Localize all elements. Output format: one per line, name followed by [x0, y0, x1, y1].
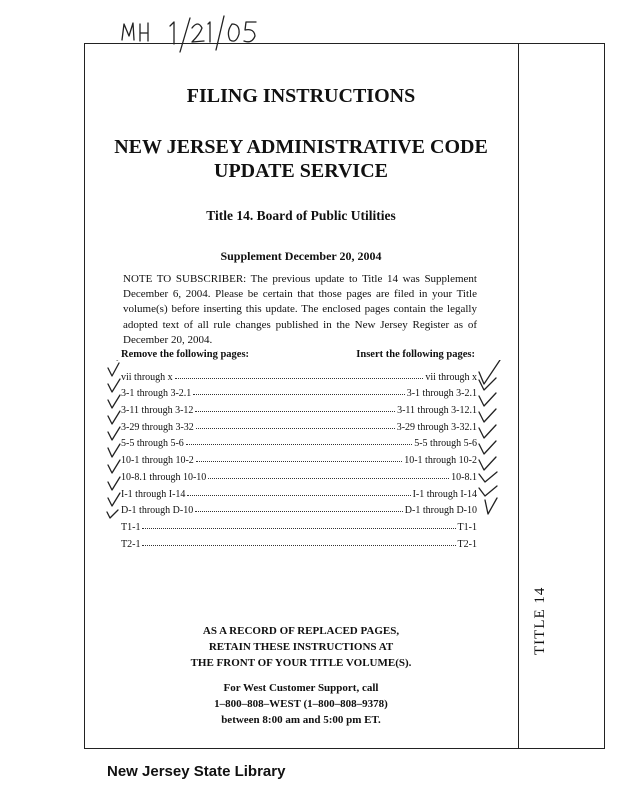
code-heading-line1: NEW JERSEY ADMINISTRATIVE CODE	[114, 136, 488, 158]
retain-line3: THE FRONT OF YOUR TITLE VOLUME(S).	[190, 657, 412, 669]
code-heading	[84, 135, 518, 183]
check-mark-icon	[479, 441, 496, 454]
retain-line1: AS A RECORD OF REPLACED PAGES,	[202, 625, 400, 637]
insert-pages: 3-29 through 3-32.1	[396, 421, 477, 433]
insert-pages: 10-8.1	[451, 471, 477, 483]
leader-dots	[142, 545, 455, 546]
support-line2: 1–800–808–WEST (1–800–808–9378)	[214, 698, 388, 710]
remove-pages: 3-11 through 3-12	[121, 405, 194, 417]
remove-pages: 3-1 through 3-2.1	[121, 388, 192, 400]
check-mark-icon	[108, 363, 119, 376]
remove-pages: 5-5 through 5-6	[121, 438, 184, 450]
retain-notice	[84, 623, 518, 671]
insert-pages: 3-11 through 3-12.1	[397, 405, 477, 417]
insert-pages: 5-5 through 5-6	[414, 438, 477, 450]
library-stamp: New Jersey State Library	[107, 763, 286, 780]
title-tab-label: TITLE 14	[532, 586, 548, 655]
check-mark-icon	[479, 457, 496, 470]
insert-pages: T1-1	[457, 521, 477, 533]
check-mark-icon	[108, 411, 120, 424]
check-mark-icon	[108, 444, 120, 457]
insert-pages: 3-1 through 3-2.1	[406, 388, 477, 400]
support-line3: between 8:00 am and 5:00 pm ET.	[221, 714, 381, 726]
check-mark-icon	[108, 379, 120, 392]
title-subtitle: Title 14. Board of Public Utilities	[206, 208, 396, 223]
insert-pages: T2-1	[457, 538, 477, 550]
check-mark-icon	[479, 486, 497, 496]
tab-divider-line	[518, 43, 519, 749]
handwritten-checkmarks	[105, 360, 505, 520]
remove-pages: T2-1	[121, 538, 141, 550]
check-mark-icon	[479, 425, 496, 438]
insert-pages: D-1 through D-10	[404, 505, 477, 517]
check-mark-icon	[479, 393, 496, 406]
check-mark-icon	[108, 477, 120, 490]
check-mark-icon	[108, 493, 120, 506]
remove-pages: T1-1	[121, 521, 141, 533]
check-mark-icon	[479, 409, 496, 422]
check-mark-icon	[479, 360, 500, 384]
remove-pages: 10-8.1 through 10-10	[121, 471, 207, 483]
leader-dots	[142, 528, 455, 529]
insert-pages: 10-1 through 10-2	[404, 455, 477, 467]
remove-pages: vii through x	[121, 371, 173, 383]
check-mark-icon	[108, 395, 120, 408]
remove-column-header: Remove the following pages:	[121, 349, 250, 360]
insert-pages: I-1 through I-14	[412, 488, 477, 500]
insert-pages: vii through x	[425, 371, 477, 383]
remove-pages: 10-1 through 10-2	[121, 455, 194, 467]
support-notice	[84, 680, 518, 728]
check-mark-icon	[108, 460, 120, 473]
check-mark-icon	[479, 472, 497, 482]
code-heading-line2: UPDATE SERVICE	[214, 160, 388, 182]
check-mark-icon	[485, 498, 497, 514]
supplement-date: Supplement December 20, 2004	[220, 249, 382, 263]
insert-column-header: Insert the following pages:	[356, 349, 475, 360]
support-line1: For West Customer Support, call	[223, 682, 379, 694]
remove-pages: I-1 through I-14	[121, 488, 186, 500]
list-item	[121, 533, 477, 550]
subscriber-note: NOTE TO SUBSCRIBER: The previous update to Title 14 was Supplement December 6, 2004. Please be certain that those pages are filed in your Title volume(s) before inserting this update. The enclosed pages contain the legally adopted text of all rule changes published in the New Jersey Register as of December 20, 2004.	[123, 273, 477, 346]
document-title: FILING INSTRUCTIONS	[186, 85, 416, 107]
retain-line2: RETAIN THESE INSTRUCTIONS AT	[208, 641, 394, 653]
remove-pages: D-1 through D-10	[121, 505, 194, 517]
remove-pages: 3-29 through 3-32	[121, 421, 194, 433]
check-mark-icon	[107, 510, 118, 518]
check-mark-icon	[108, 427, 120, 440]
